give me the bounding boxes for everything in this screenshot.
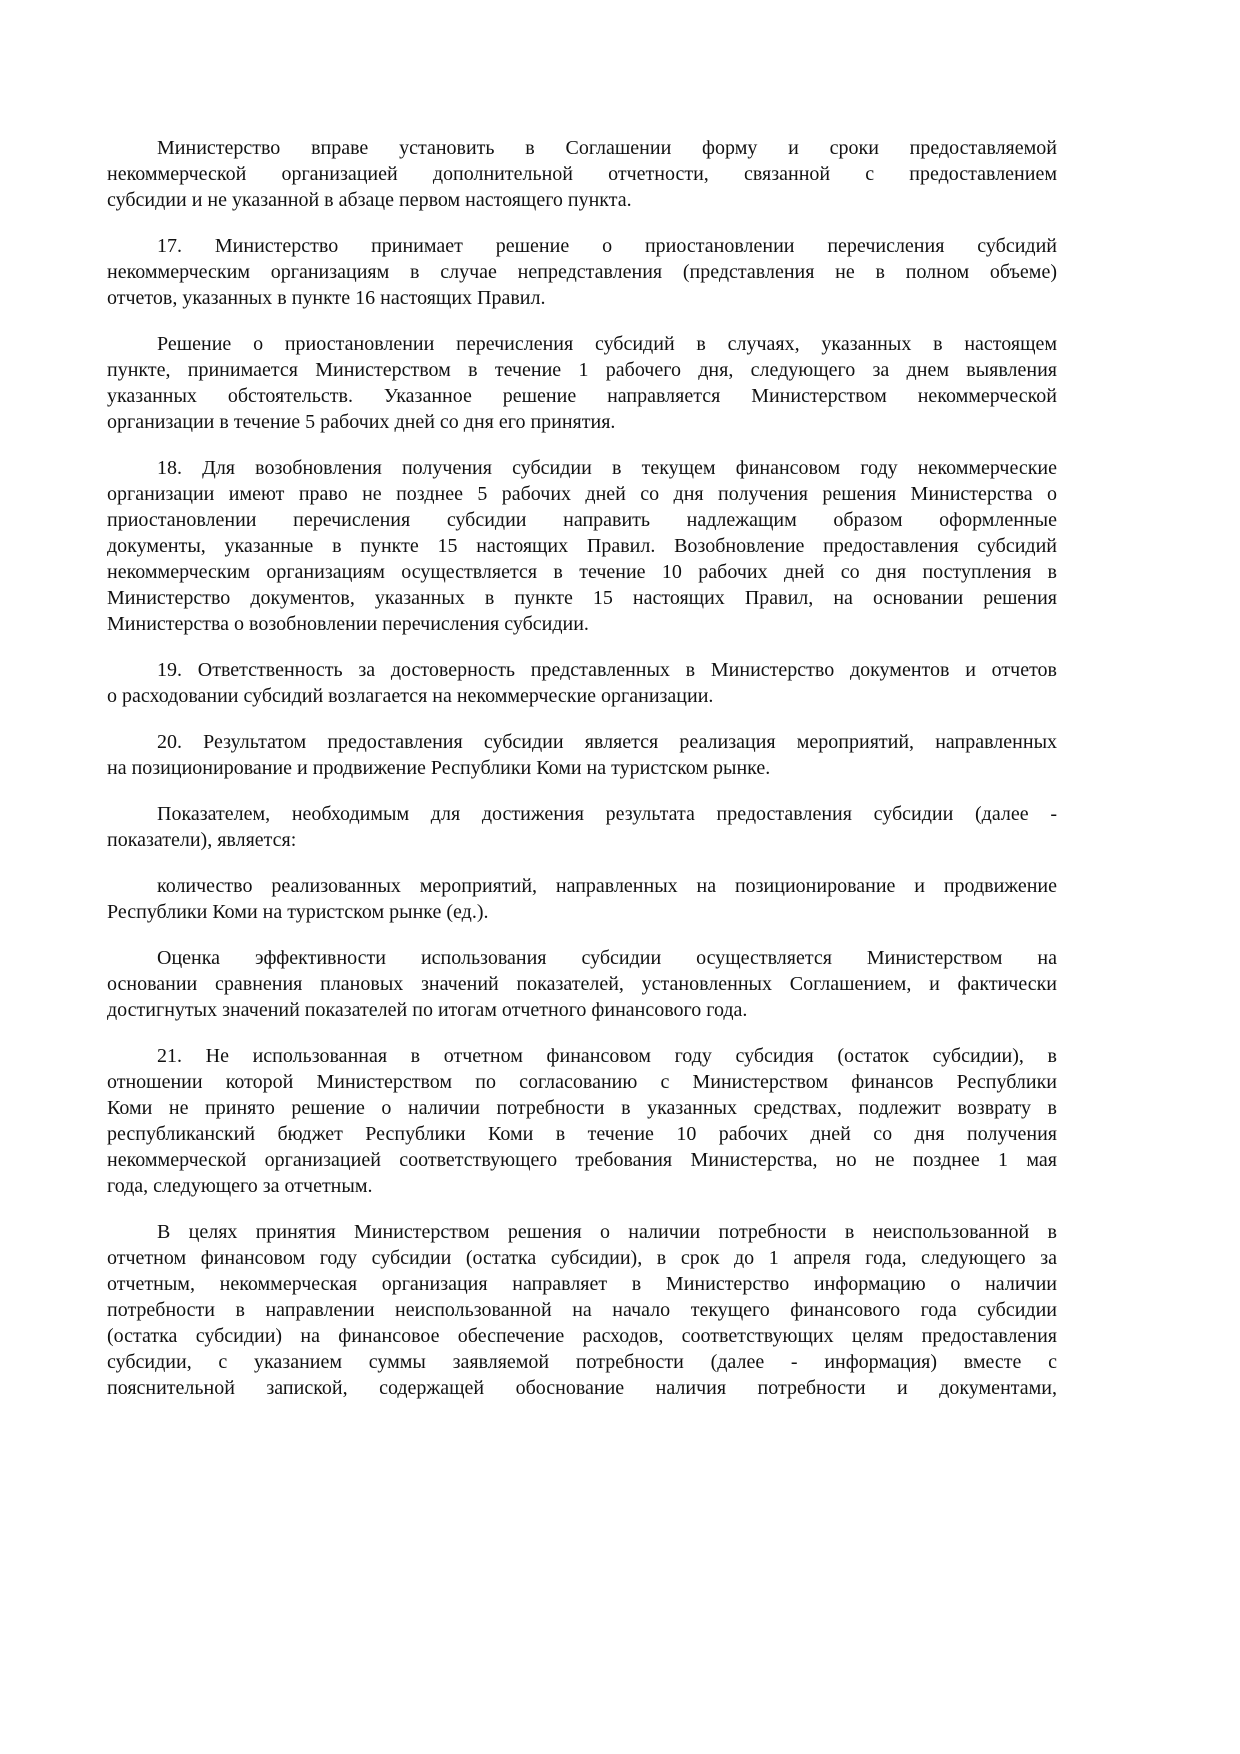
text-line: отношении которой Министерством по согласованию с Министерством финансов Республики (107, 1071, 1057, 1093)
text-line: на позиционирование и продвижение Республики Коми на туристском рынке. (107, 757, 771, 779)
text-line: отчетов, указанных в пункте 16 настоящих Правил. (107, 287, 546, 309)
text-line: 21. Не использованная в отчетном финансовом году субсидия (остаток субсидии), в (157, 1045, 1057, 1067)
text-line: В целях принятия Министерством решения о наличии потребности в неиспользованной в (157, 1221, 1057, 1243)
text-line: организации имеют право не позднее 5 рабочих дней со дня получения решения Министерства о (107, 483, 1057, 505)
text-line: организации в течение 5 рабочих дней со дня его принятия. (107, 411, 616, 433)
text-line: (остатка субсидии) на финансовое обеспечение расходов, соответствующих целям предоставления (107, 1325, 1057, 1347)
text-line: потребности в направлении неиспользованной на начало текущего финансового года субсидии (107, 1299, 1057, 1321)
text-line: отчетном финансовом году субсидии (остатка субсидии), в срок до 1 апреля года, следующего за (107, 1247, 1057, 1269)
text-line: количество реализованных мероприятий, направленных на позиционирование и продвижение (157, 875, 1057, 897)
text-line: пояснительной запиской, содержащей обоснование наличия потребности и документами, (107, 1377, 1057, 1399)
text-line: пункте, принимается Министерством в течение 1 рабочего дня, следующего за днем выявления (107, 359, 1057, 381)
text-line: 20. Результатом предоставления субсидии является реализация мероприятий, направленных (157, 731, 1057, 753)
text-line: некоммерческой организацией дополнительной отчетности, связанной с предоставлением (107, 163, 1057, 185)
text-line: достигнутых значений показателей по итогам отчетного финансового года. (107, 999, 748, 1021)
text-line: Министерство документов, указанных в пункте 15 настоящих Правил, на основании решения (107, 587, 1057, 609)
paragraph (107, 1219, 1057, 1401)
text-line: 17. Министерство принимает решение о приостановлении перечисления субсидий (157, 235, 1057, 257)
text-line: указанных обстоятельств. Указанное решение направляется Министерством некоммерческой (107, 385, 1057, 407)
text-line: о расходовании субсидий возлагается на некоммерческие организации. (107, 685, 714, 707)
text-line: Республики Коми на туристском рынке (ед.). (107, 901, 489, 923)
text-line: года, следующего за отчетным. (107, 1175, 373, 1197)
paragraph (107, 455, 1057, 637)
text-line: Показателем, необходимым для достижения результата предоставления субсидии (далее - (157, 803, 1057, 825)
text-line: Решение о приостановлении перечисления субсидий в случаях, указанных в настоящем (157, 333, 1057, 355)
paragraph (107, 657, 1057, 709)
text-line: Оценка эффективности использования субсидии осуществляется Министерством на (157, 947, 1057, 969)
text-line: основании сравнения плановых значений показателей, установленных Соглашением, и фактически (107, 973, 1057, 995)
paragraph (107, 331, 1057, 435)
text-line: Коми не принято решение о наличии потребности в указанных средствах, подлежит возврату в (107, 1097, 1057, 1119)
text-line: субсидии и не указанной в абзаце первом настоящего пункта. (107, 189, 632, 211)
document-page (107, 135, 1057, 1421)
text-line: 18. Для возобновления получения субсидии в текущем финансовом году некоммерческие (157, 457, 1057, 479)
paragraph (107, 1043, 1057, 1199)
text-line: показатели), является: (107, 829, 297, 851)
text-line: документы, указанные в пункте 15 настоящих Правил. Возобновление предоставления субсидий (107, 535, 1057, 557)
text-line: некоммерческой организацией соответствующего требования Министерства, но не позднее 1 мая (107, 1149, 1057, 1171)
text-line: некоммерческим организациям в случае непредставления (представления не в полном объеме) (107, 261, 1057, 283)
text-line: отчетным, некоммерческая организация направляет в Министерство информацию о наличии (107, 1273, 1057, 1295)
paragraph (107, 233, 1057, 311)
text-line: Министерство вправе установить в Соглашении форму и сроки предоставляемой (157, 137, 1057, 159)
text-line: субсидии, с указанием суммы заявляемой потребности (далее - информация) вместе с (107, 1351, 1057, 1373)
paragraph (107, 135, 1057, 213)
paragraph (107, 945, 1057, 1023)
text-line: некоммерческим организациям осуществляется в течение 10 рабочих дней со дня поступления в (107, 561, 1057, 583)
paragraph (107, 873, 1057, 925)
paragraph (107, 729, 1057, 781)
text-line: Министерства о возобновлении перечисления субсидии. (107, 613, 589, 635)
text-line: приостановлении перечисления субсидии направить надлежащим образом оформленные (107, 509, 1057, 531)
text-line: республиканский бюджет Республики Коми в течение 10 рабочих дней со дня получения (107, 1123, 1057, 1145)
text-line: 19. Ответственность за достоверность представленных в Министерство документов и отчетов (157, 659, 1057, 681)
paragraph (107, 801, 1057, 853)
